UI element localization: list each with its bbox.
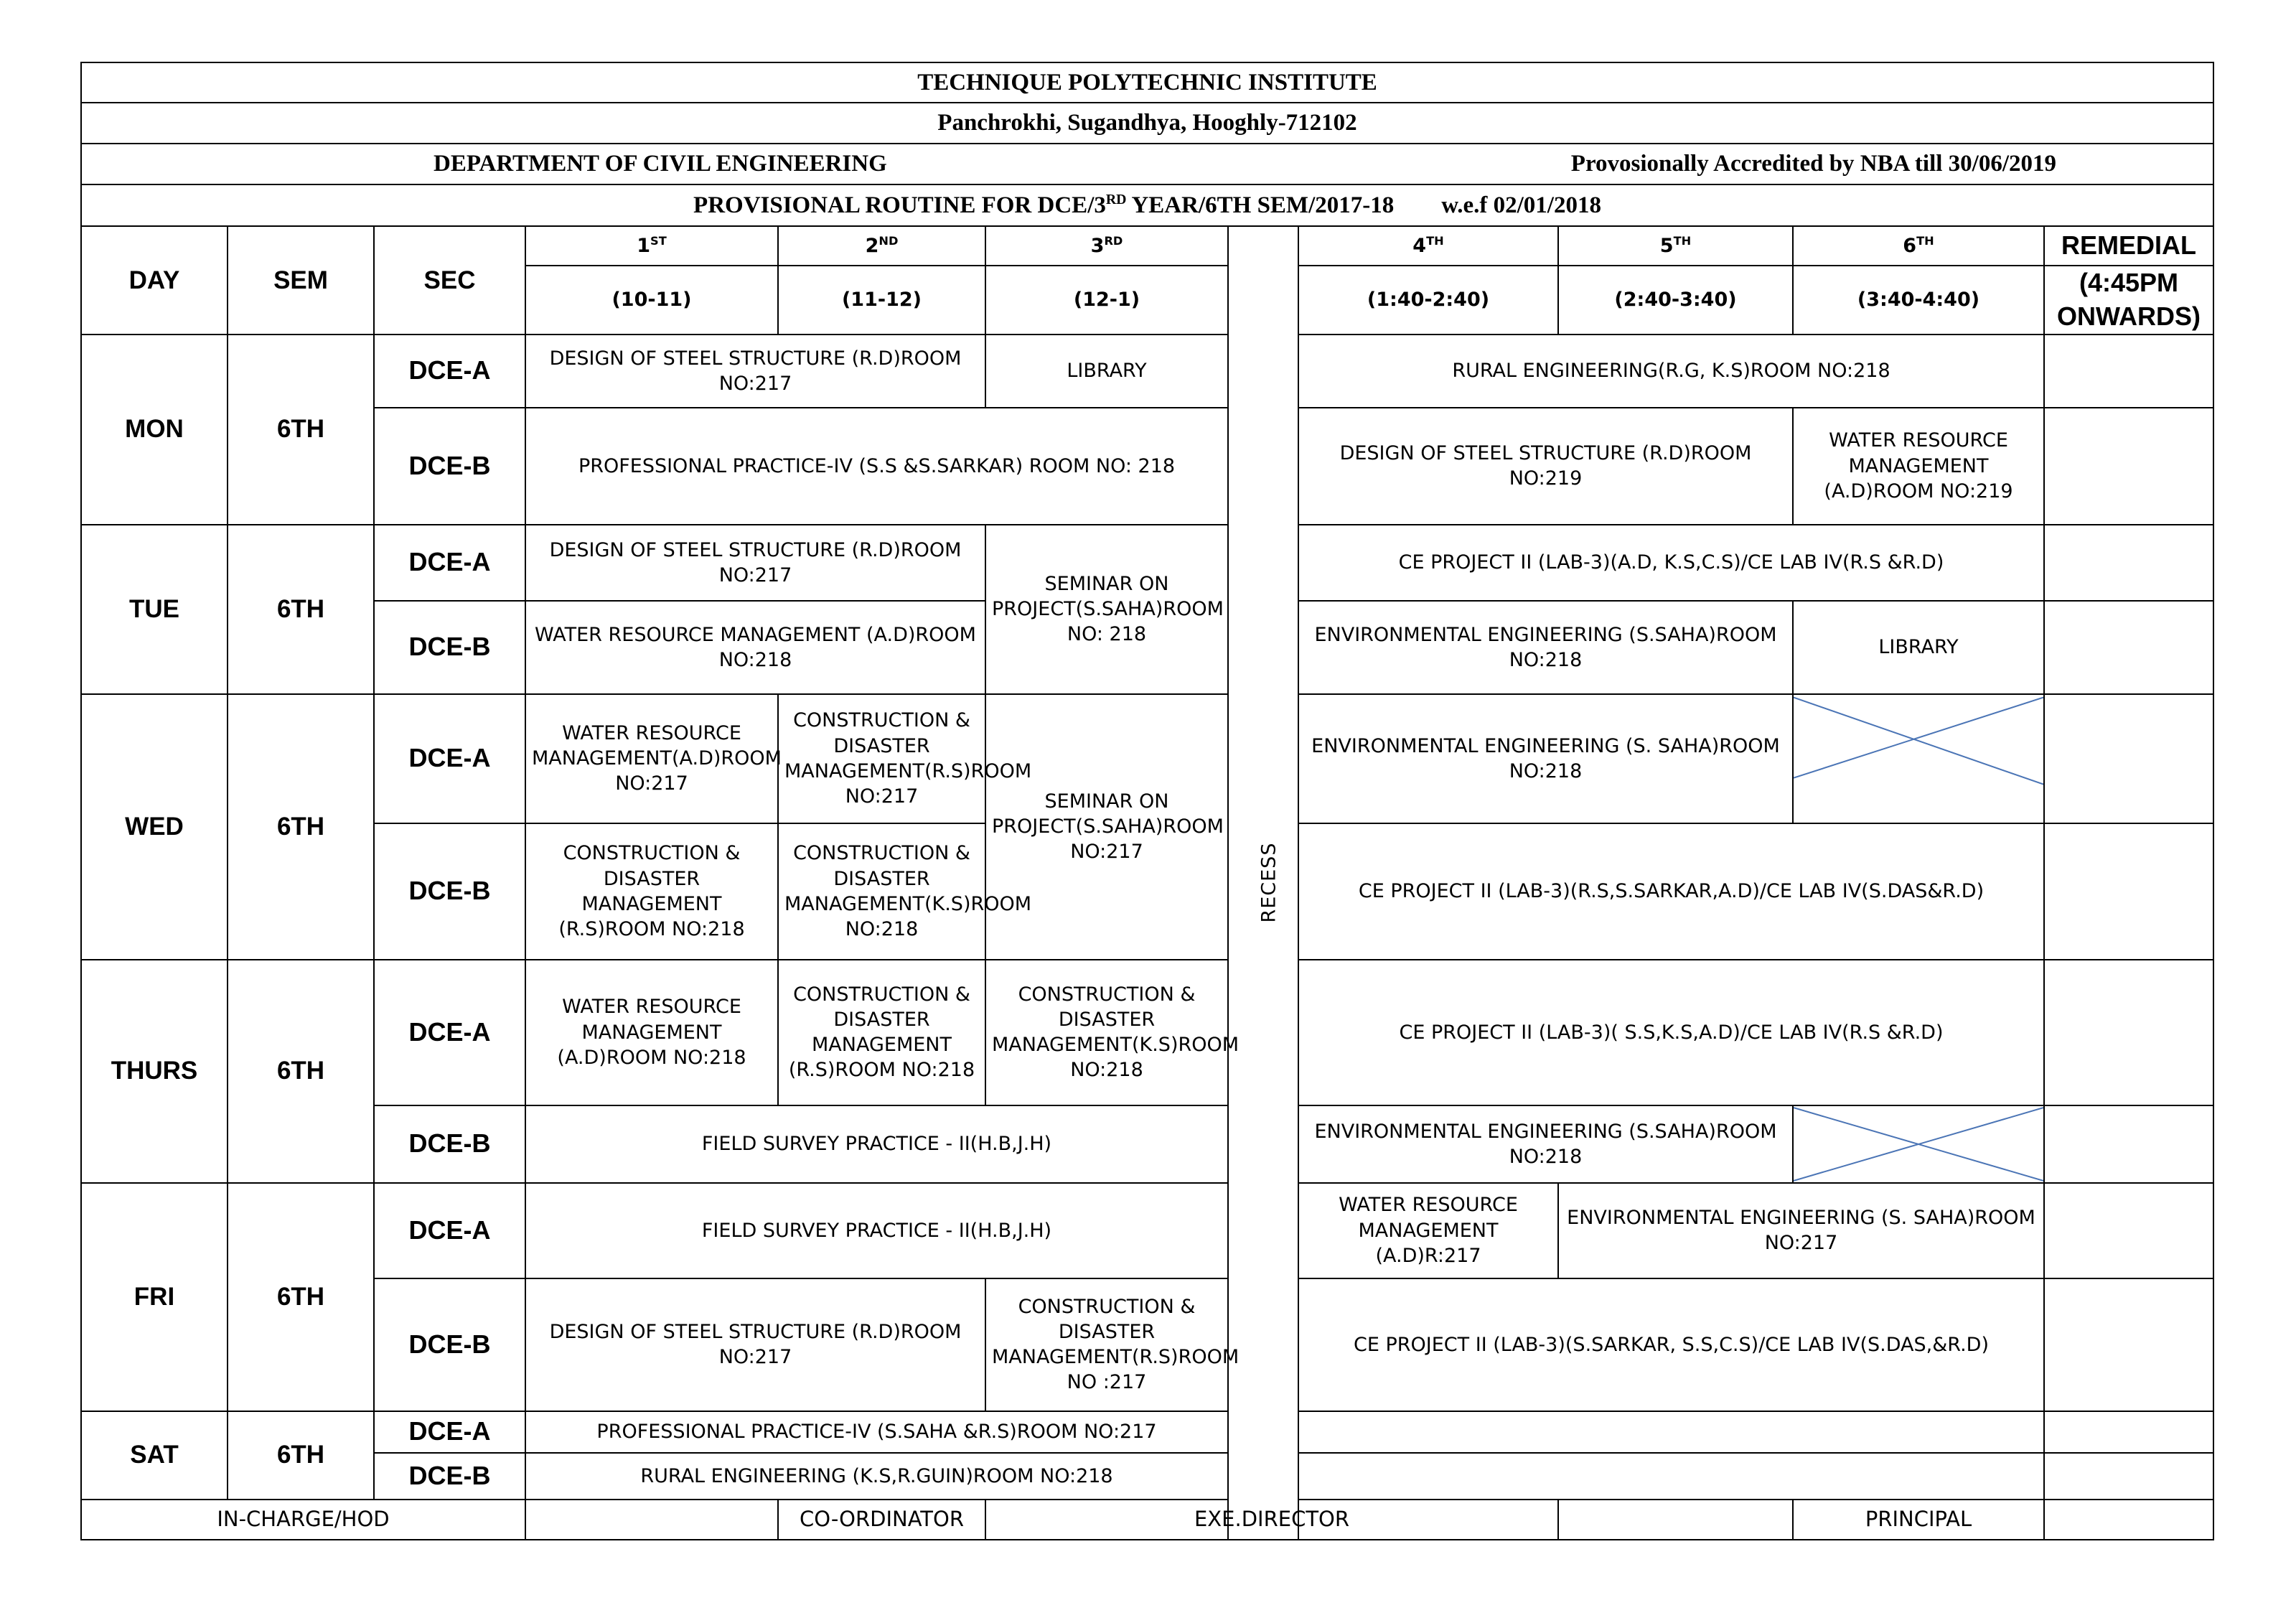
- day-tue: TUE: [81, 525, 228, 694]
- crossed-out-cell: [1793, 1105, 2044, 1183]
- routine-title-part2: YEAR/6TH SEM/2017-18: [1126, 192, 1395, 218]
- routine-table: [80, 62, 2214, 1540]
- sem-mon: 6TH: [228, 335, 374, 525]
- department-row: [81, 144, 2213, 184]
- fri-a-p56: ENVIRONMENTAL ENGINEERING (S. SAHA)ROOM NO:217: [1558, 1183, 2044, 1278]
- fri-a-p4: WATER RESOURCE MANAGEMENT (A.D)R:217: [1298, 1183, 1558, 1278]
- day-sat: SAT: [81, 1411, 228, 1500]
- empty-cell: [1298, 1453, 2044, 1500]
- tue-a-p12: DESIGN OF STEEL STRUCTURE (R.D)ROOM NO:217: [525, 525, 985, 601]
- sec-fri-b: DCE-B: [374, 1278, 525, 1411]
- remedial-cell: [2044, 960, 2213, 1105]
- day-fri: FRI: [81, 1183, 228, 1411]
- wed-b-p456: CE PROJECT II (LAB-3)(R.S,S.SARKAR,A.D)/CE LAB IV(S.DAS&R.D): [1298, 823, 2044, 960]
- sec-mon-a: DCE-A: [374, 335, 525, 408]
- mon-a-p456: RURAL ENGINEERING(R.G, K.S)ROOM NO:218: [1298, 335, 2044, 408]
- crossed-out-cell: [1793, 694, 2044, 823]
- header-remedial-time: (4:45PM ONWARDS): [2044, 266, 2213, 335]
- fri-a-p123: FIELD SURVEY PRACTICE - II(H.B,J.H): [525, 1183, 1228, 1278]
- sec-tue-a: DCE-A: [374, 525, 525, 601]
- accreditation-note: Provosionally Accredited by NBA till 30/06/2019: [1570, 151, 2056, 177]
- remedial-cell: [2044, 1105, 2213, 1183]
- signature-blank: [1558, 1500, 1793, 1540]
- period-4-number: 4TH: [1298, 226, 1558, 266]
- signature-incharge-hod: IN-CHARGE/HOD: [81, 1500, 525, 1540]
- header-sem: SEM: [228, 226, 374, 335]
- signature-blank: [2044, 1500, 2213, 1540]
- routine-title-part1: PROVISIONAL ROUTINE FOR DCE/3: [693, 192, 1106, 218]
- remedial-cell: [2044, 823, 2213, 960]
- routine-title: [81, 184, 2213, 226]
- mon-a-p12: DESIGN OF STEEL STRUCTURE (R.D)ROOM NO:217: [525, 335, 985, 408]
- fri-b-p12: DESIGN OF STEEL STRUCTURE (R.D)ROOM NO:217: [525, 1278, 985, 1411]
- tue-b-p6: LIBRARY: [1793, 601, 2044, 694]
- remedial-cell: [2044, 694, 2213, 823]
- sat-b-p123: RURAL ENGINEERING (K.S,R.GUIN)ROOM NO:218: [525, 1453, 1228, 1500]
- sec-thurs-a: DCE-A: [374, 960, 525, 1105]
- cross-mark-icon: [1794, 695, 2043, 823]
- remedial-cell: [2044, 525, 2213, 601]
- wed-b-p2: CONSTRUCTION & DISASTER MANAGEMENT(K.S)ROOM NO:218: [778, 823, 985, 960]
- period-1-number: 1ST: [525, 226, 778, 266]
- sem-wed: 6TH: [228, 694, 374, 960]
- thurs-b-p123: FIELD SURVEY PRACTICE - II(H.B,J.H): [525, 1105, 1228, 1183]
- sec-tue-b: DCE-B: [374, 601, 525, 694]
- empty-cell: [1298, 1411, 2044, 1453]
- sec-fri-a: DCE-A: [374, 1183, 525, 1278]
- recess-label: RECESS: [1257, 842, 1280, 923]
- mon-b-p123: PROFESSIONAL PRACTICE-IV (S.S &S.SARKAR) ROOM NO: 218: [525, 408, 1228, 525]
- mon-a-p3: LIBRARY: [985, 335, 1228, 408]
- sem-sat: 6TH: [228, 1411, 374, 1500]
- signature-principal: PRINCIPAL: [1793, 1500, 2044, 1540]
- wed-a-p45: ENVIRONMENTAL ENGINEERING (S. SAHA)ROOM NO:218: [1298, 694, 1793, 823]
- department-name: DEPARTMENT OF CIVIL ENGINEERING: [434, 151, 887, 177]
- tue-p3: SEMINAR ON PROJECT(S.SAHA)ROOM NO: 218: [985, 525, 1228, 694]
- sem-fri: 6TH: [228, 1183, 374, 1411]
- wed-a-p2: CONSTRUCTION & DISASTER MANAGEMENT(R.S)ROOM NO:217: [778, 694, 985, 823]
- period-6-time: (3:40-4:40): [1793, 266, 2044, 335]
- header-sec: SEC: [374, 226, 525, 335]
- sec-mon-b: DCE-B: [374, 408, 525, 525]
- day-mon: MON: [81, 335, 228, 525]
- header-remedial: REMEDIAL: [2044, 226, 2213, 266]
- period-3-number: 3RD: [985, 226, 1228, 266]
- tue-b-p12: WATER RESOURCE MANAGEMENT (A.D)ROOM NO:218: [525, 601, 985, 694]
- signature-exe-director: EXE.DIRECTOR: [985, 1500, 1558, 1540]
- header-day: DAY: [81, 226, 228, 335]
- mon-b-p6: WATER RESOURCE MANAGEMENT (A.D)ROOM NO:219: [1793, 408, 2044, 525]
- period-2-number: 2ND: [778, 226, 985, 266]
- sem-thurs: 6TH: [228, 960, 374, 1183]
- sec-sat-a: DCE-A: [374, 1411, 525, 1453]
- wed-a-p1: WATER RESOURCE MANAGEMENT(A.D)ROOM NO:217: [525, 694, 778, 823]
- sec-sat-b: DCE-B: [374, 1453, 525, 1500]
- period-3-time: (12-1): [985, 266, 1228, 335]
- remedial-cell: [2044, 1411, 2213, 1453]
- remedial-cell: [2044, 335, 2213, 408]
- sat-a-p123: PROFESSIONAL PRACTICE-IV (S.SAHA &R.S)ROOM NO:217: [525, 1411, 1228, 1453]
- sec-wed-a: DCE-A: [374, 694, 525, 823]
- remedial-cell: [2044, 601, 2213, 694]
- remedial-cell: [2044, 408, 2213, 525]
- institute-address: Panchrokhi, Sugandhya, Hooghly-712102: [81, 103, 2213, 144]
- period-4-time: (1:40-2:40): [1298, 266, 1558, 335]
- period-5-number: 5TH: [1558, 226, 1793, 266]
- thurs-a-p1: WATER RESOURCE MANAGEMENT (A.D)ROOM NO:218: [525, 960, 778, 1105]
- thurs-a-p3: CONSTRUCTION & DISASTER MANAGEMENT(K.S)ROOM NO:218: [985, 960, 1228, 1105]
- effective-date: w.e.f 02/01/2018: [1441, 192, 1601, 218]
- period-2-time: (11-12): [778, 266, 985, 335]
- thurs-b-p45: ENVIRONMENTAL ENGINEERING (S.SAHA)ROOM NO:218: [1298, 1105, 1793, 1183]
- recess-column: [1228, 226, 1298, 1540]
- cross-mark-icon: [1794, 1106, 2043, 1182]
- wed-p3: SEMINAR ON PROJECT(S.SAHA)ROOM NO:217: [985, 694, 1228, 960]
- sec-wed-b: DCE-B: [374, 823, 525, 960]
- fri-b-p456: CE PROJECT II (LAB-3)(S.SARKAR, S.S,C.S)/CE LAB IV(S.DAS,&R.D): [1298, 1278, 2044, 1411]
- period-6-number: 6TH: [1793, 226, 2044, 266]
- remedial-cell: [2044, 1453, 2213, 1500]
- tue-b-p45: ENVIRONMENTAL ENGINEERING (S.SAHA)ROOM NO:218: [1298, 601, 1793, 694]
- period-5-time: (2:40-3:40): [1558, 266, 1793, 335]
- day-thurs: THURS: [81, 960, 228, 1183]
- institute-name: TECHNIQUE POLYTECHNIC INSTITUTE: [81, 62, 2213, 103]
- wed-b-p1: CONSTRUCTION & DISASTER MANAGEMENT (R.S)ROOM NO:218: [525, 823, 778, 960]
- signature-coordinator: CO-ORDINATOR: [778, 1500, 985, 1540]
- fri-b-p3: CONSTRUCTION & DISASTER MANAGEMENT(R.S)ROOM NO :217: [985, 1278, 1228, 1411]
- signature-blank: [525, 1500, 778, 1540]
- thurs-a-p2: CONSTRUCTION & DISASTER MANAGEMENT (R.S)ROOM NO:218: [778, 960, 985, 1105]
- thurs-a-p456: CE PROJECT II (LAB-3)( S.S,K.S,A.D)/CE LAB IV(R.S &R.D): [1298, 960, 2044, 1105]
- remedial-cell: [2044, 1183, 2213, 1278]
- period-1-time: (10-11): [525, 266, 778, 335]
- sem-tue: 6TH: [228, 525, 374, 694]
- day-wed: WED: [81, 694, 228, 960]
- mon-b-p45: DESIGN OF STEEL STRUCTURE (R.D)ROOM NO:219: [1298, 408, 1793, 525]
- sec-thurs-b: DCE-B: [374, 1105, 525, 1183]
- tue-a-p456: CE PROJECT II (LAB-3)(A.D, K.S,C.S)/CE LAB IV(R.S &R.D): [1298, 525, 2044, 601]
- routine-title-sup: RD: [1105, 191, 1127, 207]
- remedial-cell: [2044, 1278, 2213, 1411]
